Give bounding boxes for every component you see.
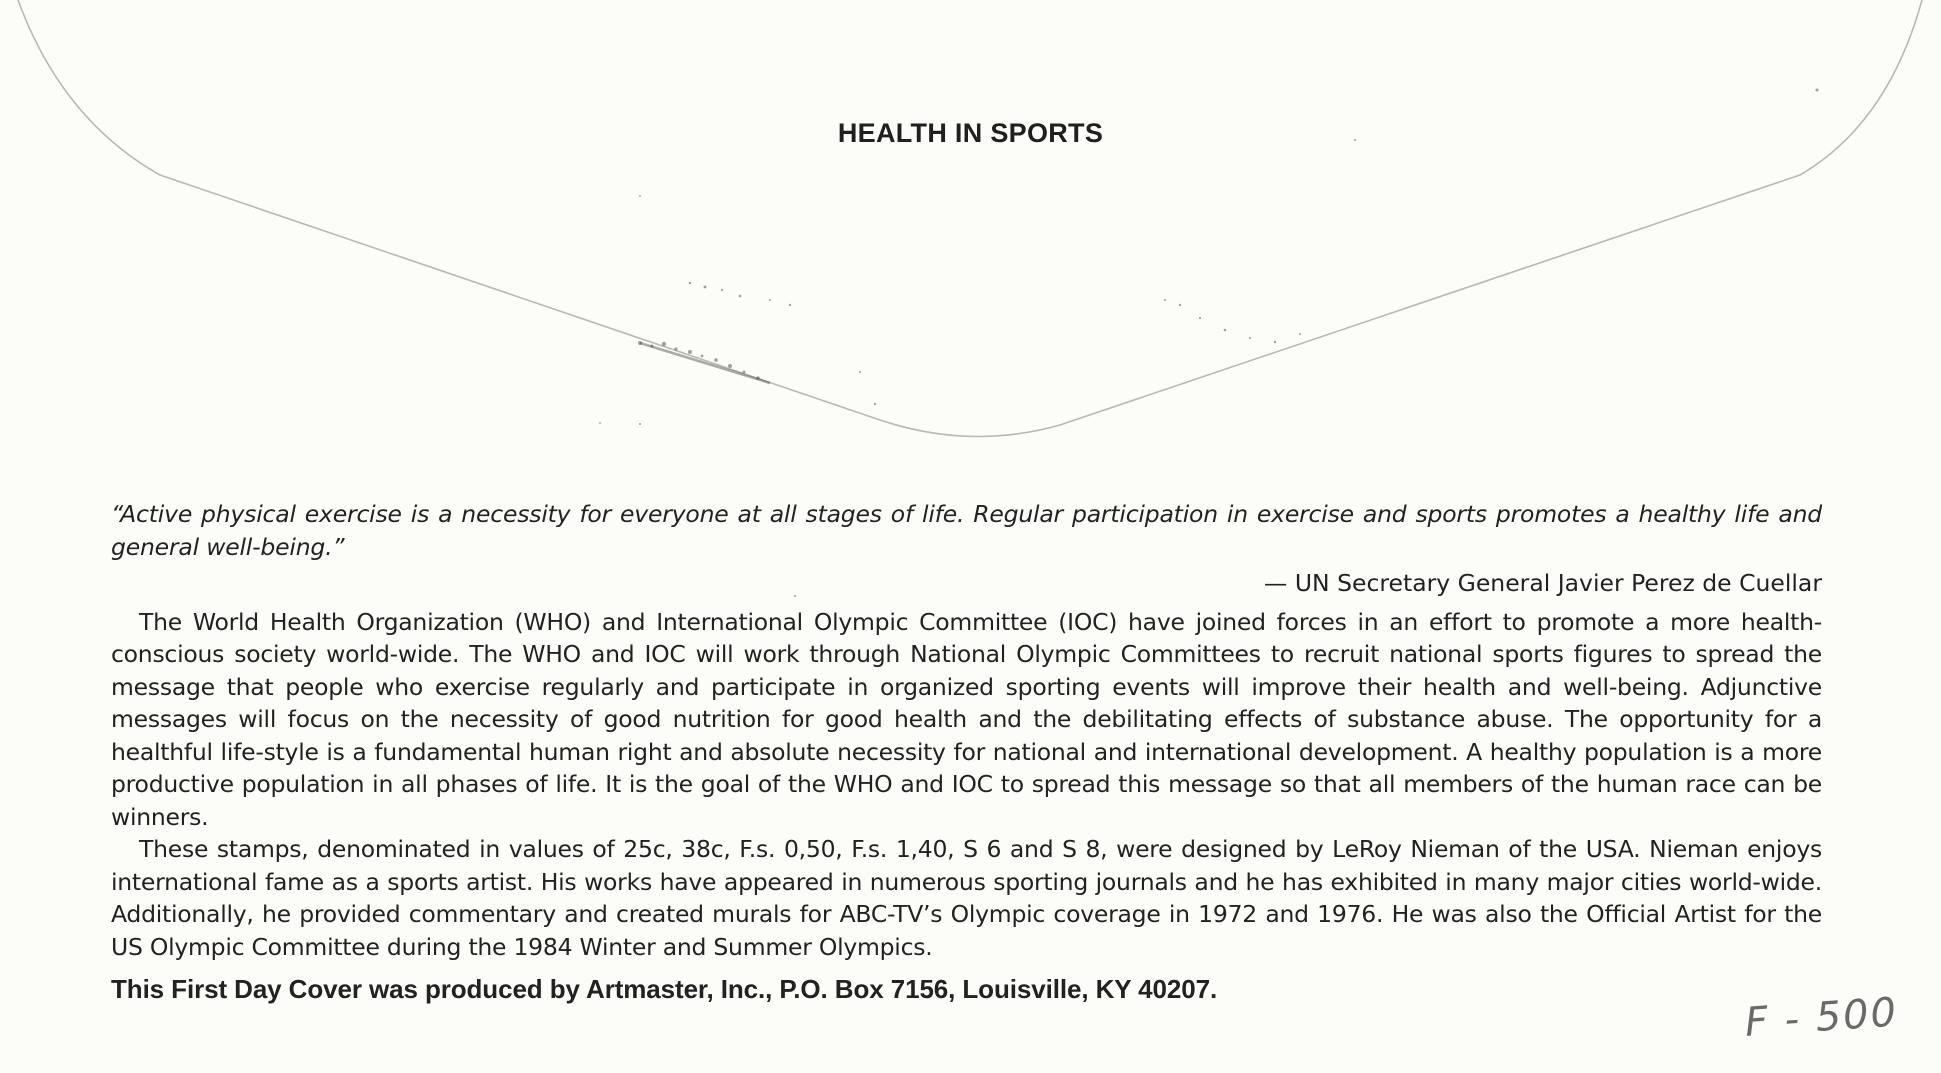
producer-line: This First Day Cover was produced by Artmaster, Inc., P.O. Box 7156, Louisville, KY 40207. [111,974,1218,1004]
paragraph-who-ioc: The World Health Organization (WHO) and International Olympic Committee (IOC) have joined forces in an effort to promote a more health-conscious society world-wide. The WHO and IOC will work through National Olympic Committees to recruit national sports figures to spread the message that people who exercise regularly and participate in organized sporting events will improve their health and well-being. Adjunctive messages will focus on the necessity of good nutrition for good health and the debilitating effects of substance abuse. The opportunity for a healthful life-style is a fundamental human right and absolute necessity for national and international development. A healthy population is a more productive population in all phases of life. It is the goal of the WHO and IOC to spread this message so that all members of the human race can be winners. [111,607,1822,831]
handwritten-note: F - 500 [1743,989,1900,1046]
quote-text: “Active physical exercise is a necessity for everyone at all stages of life. Regular participation in exercise and sports promotes a healthy life and general well-being.” [111,500,1822,561]
paragraph-stamps: These stamps, denominated in values of 25c, 38c, F.s. 0,50, F.s. 1,40, S 6 and S 8, were designed by LeRoy Nieman of the USA. Nieman enjoys international fame as a sports artist. His works have appeared in numerous sporting journals and he has exhibited in many major cities world-wide. Additionally, he provided commentary and created murals for ABC-TV’s Olympic coverage in 1972 and 1976. He was also the Official Artist for the US Olympic Committee during the 1984 Winter and Summer Olympics. [111,835,1822,961]
body-text [111,498,1822,1006]
flap-title: HEALTH IN SPORTS [837,118,1104,148]
quote-attribution: — UN Secretary General Javier Perez de Cuellar [1263,569,1822,597]
